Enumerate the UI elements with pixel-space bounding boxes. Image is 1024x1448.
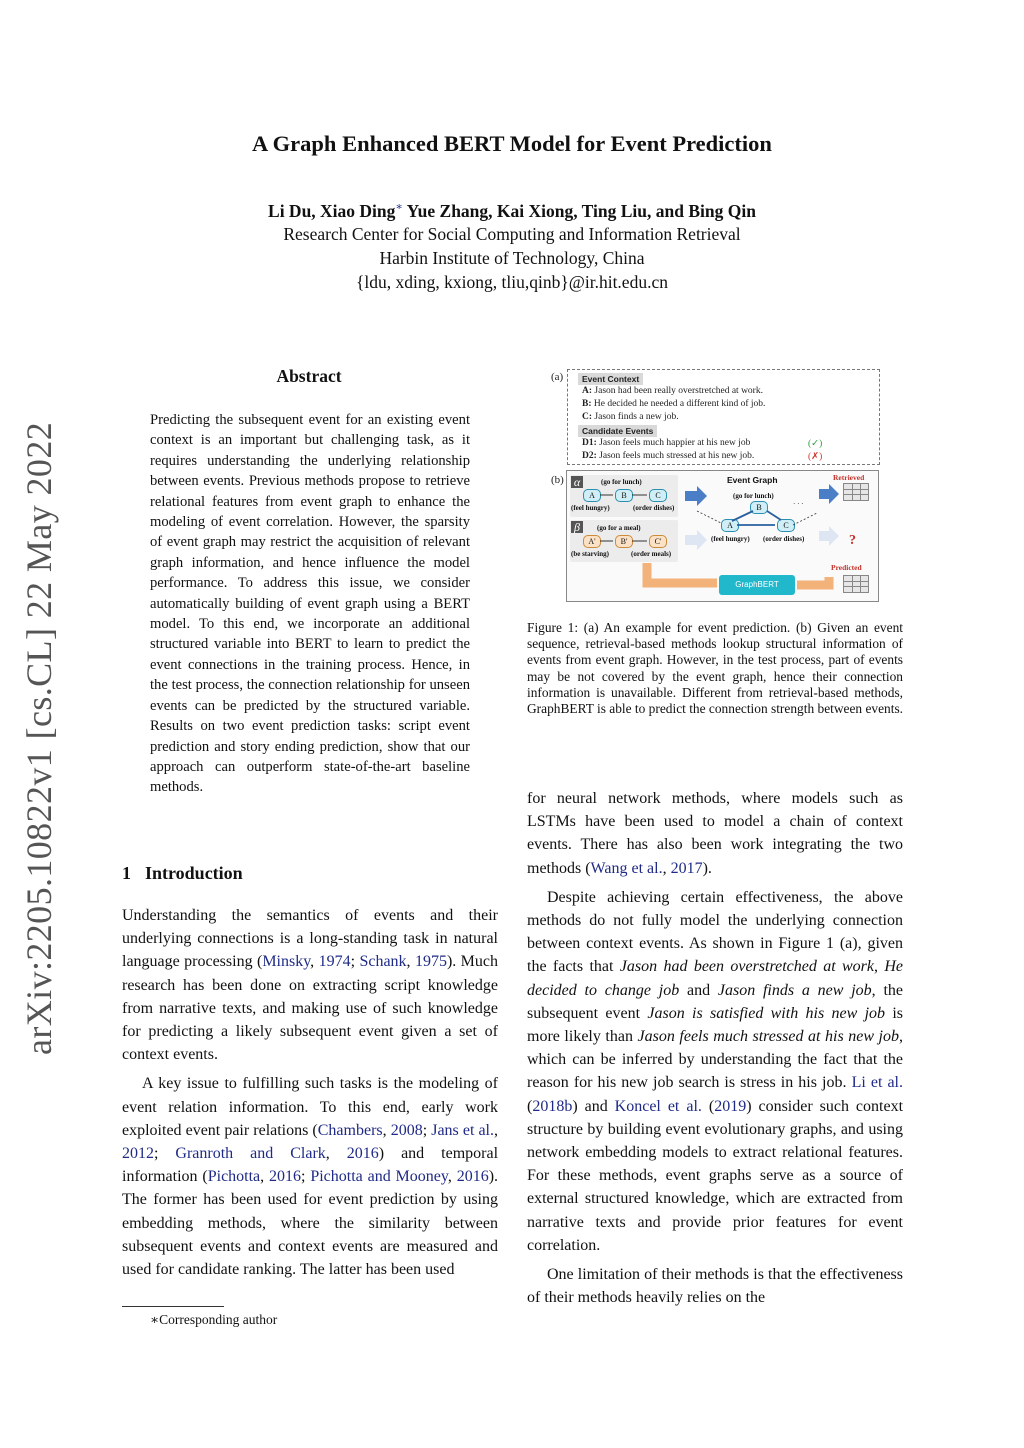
figure-label-b: (b) [551,474,564,486]
graph-node-c: C [777,519,795,532]
node-a-prime: A' [583,535,601,548]
text-run: , [260,1168,270,1186]
text-run: and [679,981,718,999]
example-event: Jason finds a new job [717,981,872,999]
citation-link[interactable]: Pichotta and Mooney [310,1168,448,1186]
text-run: ( [527,1097,533,1115]
authors-rest: Yue Zhang, Kai Xiong, Ting Liu, and Bing Qin [402,200,756,221]
right-column [527,787,903,1309]
footnote-rule [122,1306,224,1307]
text-run: ). Much research has been done on extracting script knowledge from narrative texts, and making use of such knowledge for predicting a likely subsequent event given a set of context events. [122,953,499,1064]
label-be-starving: (be starving) [571,550,609,558]
citation-link[interactable]: Granroth and Clark [175,1145,326,1163]
example-event: Jason feels much stressed at his new job [637,1028,900,1046]
edge-b-c [767,511,781,520]
predicted-label: Predicted [831,563,862,572]
citation-link[interactable]: 2017 [670,859,703,877]
text-run: , which can be inferred by understanding the fact that the reason for his new job search is stress in his job. [527,1028,904,1092]
affiliation-line-1: Research Center for Social Computing and Information Retrieval [283,224,741,244]
text-run: , [662,859,671,877]
context-event-b [582,399,765,409]
node-c-prime: C' [649,535,667,548]
text-run: , [325,1145,347,1163]
citation-link[interactable]: 2008 [390,1121,423,1139]
text-run: , [874,958,885,976]
citation-link[interactable]: 1975 [414,953,447,971]
label-feel-hungry: (feel hungry) [571,504,610,512]
flow-to-predicted [797,577,829,585]
example-event: Jason is satisfied with his new job [647,1004,886,1022]
section-heading-introduction [122,863,243,884]
text-run: ) consider such context structure by building event evolutionary graphs, and using network embedding models to extract relational features. For these methods, event graphs serve as a source of external structured knowledge, which are extracted from narrative texts and provide prior features for event correlation. [527,1097,904,1254]
text-run: ). [702,859,712,877]
candidate-events-tag [578,425,657,437]
left-column [122,904,498,1281]
citation-link[interactable]: Minsky [262,953,311,971]
text-run: for neural network methods, where models such as LSTMs have been used to model a chain of context events. There has also been work integrating the two methods ( [527,790,903,877]
footnote-corresponding-author: ∗Corresponding author [150,1312,278,1327]
figure-panel-a [567,369,880,465]
lookup-arrow-unavailable [685,530,707,550]
text-run: ; [301,1168,311,1186]
label-order-meals: (order meals) [631,550,672,558]
text-run: , [310,953,319,971]
tag-label: Event Context [578,373,643,385]
citation-link[interactable]: Pichotta [207,1168,261,1186]
citation-link[interactable]: 2019 [714,1097,747,1115]
graph-label-feel-hungry: (feel hungry) [711,535,750,543]
authors-first: Li Du, Xiao Ding [268,200,396,221]
event-text: Jason had been really overstretched at work. [594,386,763,396]
check-icon: (✓) [808,439,823,449]
event-graph-title: Event Graph [727,475,778,485]
abstract-heading: Abstract [276,366,342,386]
event-text: He decided he needed a different kind of job. [593,399,766,409]
text-run: A key issue to fulfilling such tasks is the modeling of event relation information. To this end, early work exploited event pair relations ( [122,1075,498,1139]
citation-link[interactable]: Jans et al. [431,1121,494,1139]
label-go-for-lunch: (go for lunch) [601,478,642,486]
intro-paragraph-4 [527,886,903,1257]
graphbert-box: GraphBERT [719,575,795,595]
question-mark: ? [849,533,856,548]
text-run: , [382,1121,391,1139]
affiliation-line-2: Harbin Institute of Technology, China [379,248,645,268]
figure-panel-b [566,470,879,602]
event-key: B: [582,399,592,409]
event-key: D1: [582,438,597,448]
graph-label-order-dishes: (order dishes) [763,535,805,543]
citation-link[interactable]: 2016 [346,1145,379,1163]
edge-dashed-1 [697,511,721,523]
edge-a-b [732,511,753,521]
node-a: A [583,489,601,502]
event-key: D2: [582,451,597,461]
citation-link[interactable]: 1974 [318,953,351,971]
affiliation-emails: {ldu, xding, kxiong, tliu,qinb}@ir.hit.edu.cn [356,272,668,292]
flow-to-graphbert [647,563,717,583]
text-run: ) and [572,1097,615,1115]
intro-paragraph-5: One limitation of their methods is that the effectiveness of their methods heavily relies on the [527,1266,903,1307]
text-run: ) and temporal information ( [122,1145,499,1186]
label-order-dishes: (order dishes) [633,504,675,512]
example-event: Jason had been overstretched at work [619,958,874,976]
corresponding-mark[interactable]: ∗ [395,201,403,213]
citation-link[interactable]: Li et al. [851,1074,904,1092]
text-run: ( [701,1097,715,1115]
text-run: ; [422,1121,432,1139]
paper-title: A Graph Enhanced BERT Model for Event Prediction [252,131,772,156]
alpha-label: α [571,476,583,488]
node-b: B [615,489,633,502]
retrieved-label: Retrieved [833,473,865,482]
figure-label-a: (a) [551,371,564,383]
retrieved-arrow [819,484,839,504]
text-run: , [406,953,415,971]
event-text: Jason feels much stressed at his new job. [599,451,755,461]
text-run: ; [350,953,360,971]
graph-label-go-for-lunch: (go for lunch) [733,492,774,500]
figure-arrows [567,471,878,601]
event-text: Jason finds a new job. [594,412,679,422]
citation-link[interactable]: Schank [359,953,407,971]
text-run: , [447,1168,457,1186]
example-event: He decided to change job [527,958,904,999]
candidate-event-d2 [582,451,754,461]
event-key: A: [582,386,593,396]
intro-paragraph-2 [122,1072,498,1281]
figure-1-caption: Figure 1: (a) An example for event prediction. (b) Given an event sequence, retrieval-based methods lookup structural information of events from event graph. However, in the test process, part of events may be not covered by the event graph, hence their connection information is unavailable. Different from retrieval-based methods, GraphBERT is able to predict the connection strength between events. [527,620,904,717]
intro-paragraph-3 [527,787,903,880]
intro-paragraph-1 [122,904,498,1066]
text-run: Despite achieving certain effectiveness, the above methods do not fully model the underlying connection between context events. As shown in Figure 1 (a), given the facts that [527,888,903,976]
graph-ellipsis: · · · [793,500,804,508]
graph-node-b: B [750,501,768,514]
text-run: is more likely than [527,1004,904,1046]
author-list [0,200,1024,222]
citation-link[interactable]: Koncel et al. [614,1097,702,1115]
node-c: C [649,489,667,502]
cross-icon: (✗) [808,452,823,462]
missing-arrow [819,526,839,546]
event-key: C: [582,412,593,422]
context-event-c [582,412,679,422]
citation-link[interactable]: 2016 [269,1168,302,1186]
section-number: 1 [122,863,131,883]
citation-link[interactable]: 2016 [456,1168,489,1186]
tag-label: Candidate Events [578,425,657,437]
text-run: , [494,1121,498,1139]
beta-label: β [571,521,583,533]
node-b-prime: B' [615,535,633,548]
graph-node-a: A [721,519,739,532]
label-go-for-a-meal: (go for a meal) [597,524,641,532]
citation-link[interactable]: Chambers [317,1121,383,1139]
event-context-tag [578,373,643,385]
lookup-arrow [685,486,707,506]
abstract-text: Predicting the subsequent event for an existing event context is an important but challenging task, as it requires understanding the underlying relationship between events. Previous methods propose to retrieve relational features from event graph to enhance the modeling of event correlation. However, the sparsity of event graph may restrict the acquisition of relevant graph information, and hence influence the model performance. To address this issue, we consider automatically building of event graph using a BERT model. To this end, we incorporate an additional structured variable into BERT to learn to predict the event connections in the training process. Hence, in the test process, the connection relationship for unseen events can be predicted by the structured variable. Results on two event prediction tasks: script event prediction and story ending prediction, show that our approach can outperform state-of-the-art baseline methods. [150,412,470,796]
edge-dashed-2 [793,513,817,525]
text-run: , the subsequent event [527,981,904,1022]
arxiv-identifier: arXiv:2205.10822v1 [cs.CL] 22 May 2022 [19,421,59,1055]
context-event-a [582,386,763,396]
event-text: Jason feels much happier at his new job [599,438,751,448]
citation-link[interactable]: 2012 [122,1145,154,1163]
citation-link[interactable]: Wang et al. [590,859,663,877]
text-run: Understanding the semantics of events and their underlying connections is a long-standing task in natural language processing ( [122,907,498,971]
citation-link[interactable]: 2018b [532,1097,573,1115]
text-run: ; [154,1145,176,1163]
candidate-event-d1 [582,438,750,448]
text-run: ). The former has been used for event prediction by using embedding methods, where the similarity between subsequent events and context events are measured and used for candidate ranking. The latter has been used [122,1168,499,1279]
section-title: Introduction [145,863,243,883]
